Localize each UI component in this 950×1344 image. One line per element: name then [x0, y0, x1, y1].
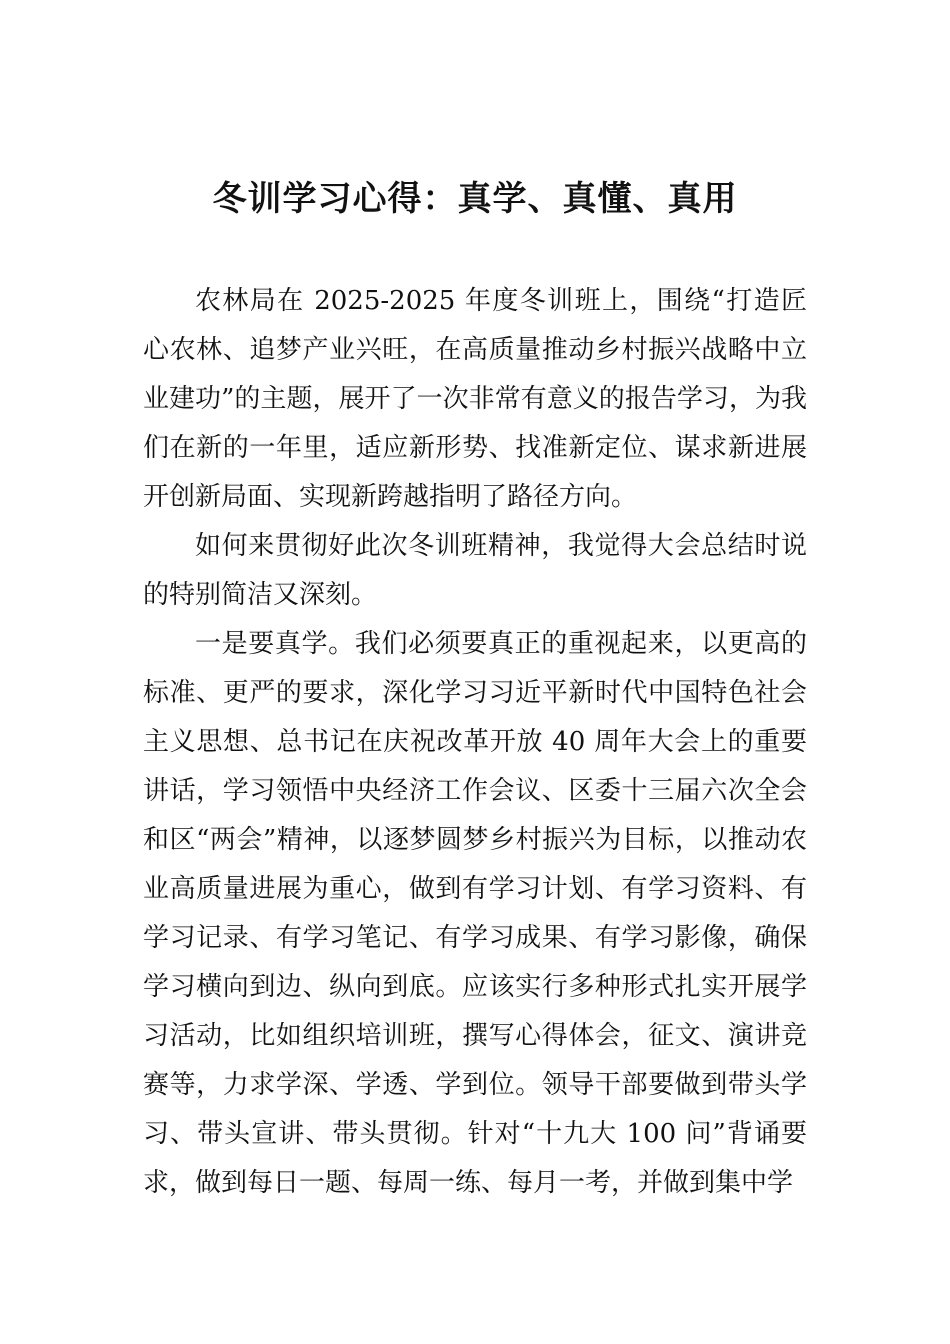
paragraph-intro: 农林局在 2025-2025 年度冬训班上，围绕“打造匠心农林、追梦产业兴旺，在高质量推动乡村振兴战略中立业建功”的主题，展开了一次非常有意义的报告学习，为我们在新的一年里，适应新形势、找准新定位、谋求新进展开创新局面、实现新跨越指明了路径方向。 [143, 286, 807, 512]
document-body [143, 277, 807, 1208]
document-title: 冬训学习心得：真学、真懂、真用 [212, 179, 738, 219]
paragraph-true-study: 一是要真学。我们必须要真正的重视起来，以更高的标准、更严的要求，深化学习习近平新时代中国特色社会主义思想、总书记在庆祝改革开放 40 周年大会上的重要讲话，学习领悟中央经济工作会议、区委十三届六次全会和区“两会”精神，以逐梦圆梦乡村振兴为目标，以推动农业高质量进展为重心，做到有学习计划、有学习资料、有学习记录、有学习笔记、有学习成果、有学习影像，确保学习横向到边、纵向到底。应该实行多种形式扎实开展学习活动，比如组织培训班，撰写心得体会，征文、演讲竞赛等，力求学深、学透、学到位。领导干部要做到带头学习、带头宣讲、带头贯彻。针对“十九大 100 问”背诵要求，做到每日一题、每周一练、每月一考，并做到集中学 [143, 629, 807, 1198]
paragraph-how-to-implement: 如何来贯彻好此次冬训班精神，我觉得大会总结时说的特别简洁又深刻。 [143, 531, 807, 610]
